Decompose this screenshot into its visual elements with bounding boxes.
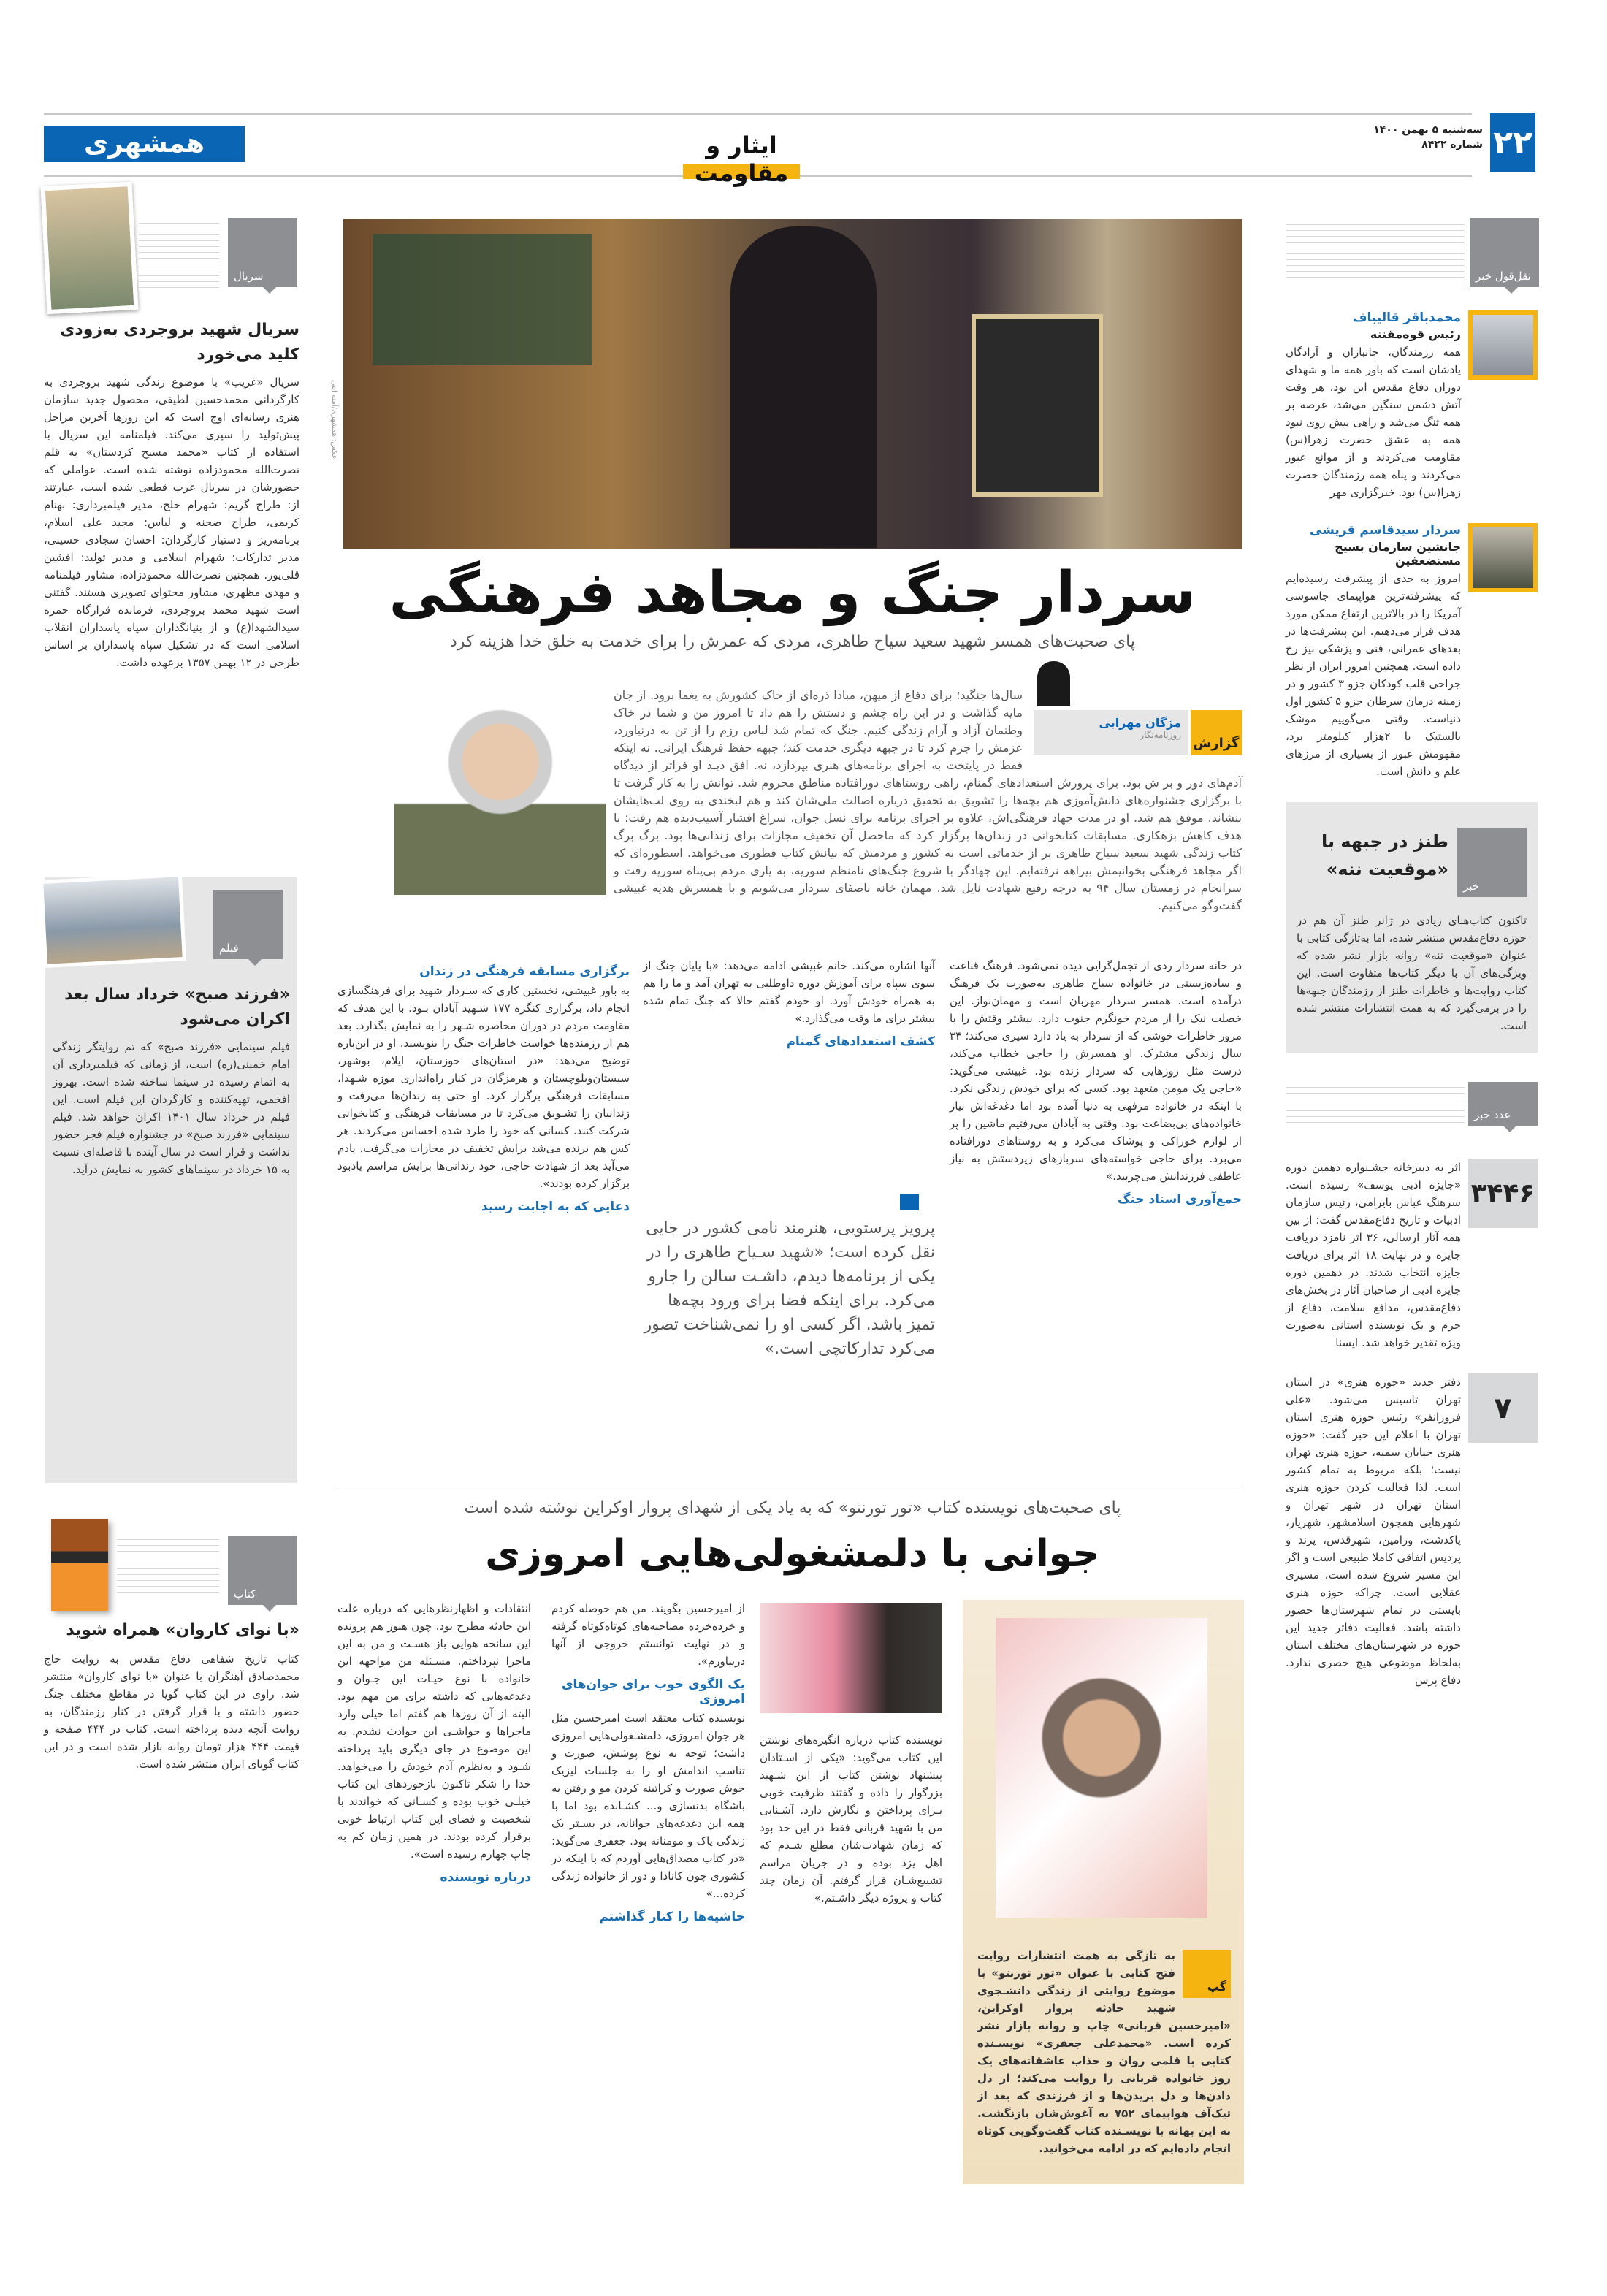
book-tag: کتاب bbox=[228, 1536, 297, 1605]
second-col2: نویسنده کتاب معتقد است امیرحسین مثل هر جوان امروزی، دلمشـغولی‌هایی امروزی داشت؛ توجه به نوع پوشش، صورت و تناسب اندامش او را به جلسات لیزیک جوش صورت و کراتینه کردن مو و رفتن به باشگاه بدنسازی و... کشـانده بود اما با همه این دغدغه‌های جوانانه، در بسـتر یک زندگی پاک و مومنانه بود. جعفری می‌گوید: «در کتاب مصداق‌هایی آوردم که با اینکه در کشوری چون کانادا و دور از خانواده زندگی کرده...» bbox=[551, 1712, 745, 1900]
quote-item bbox=[1286, 523, 1538, 780]
author-name: مژگان مهرابی bbox=[1099, 716, 1181, 730]
author-photo-microphone bbox=[760, 1603, 942, 1713]
pullquote-marker bbox=[900, 1194, 919, 1210]
author-role: روزنامه‌نگار bbox=[1140, 730, 1181, 740]
number-value: ۳۴۴۶ bbox=[1468, 1159, 1538, 1228]
page-number: ۲۲ bbox=[1490, 113, 1535, 172]
quotes-tag: نقل‌قول خبر bbox=[1470, 218, 1539, 287]
news-tag: خبر bbox=[1457, 828, 1527, 897]
second-col2-top: از امیرحسین بگویند. من هم حوصله کردم و خرده‌خرده مصاحبه‌های کوتاه‌کوتاه گرفته و در نهایت توانستم خروجی از آنها دربیاورم». bbox=[551, 1602, 745, 1668]
film-tag: فیلم bbox=[213, 890, 283, 959]
serial-photo bbox=[41, 182, 139, 314]
film-box bbox=[45, 877, 297, 1483]
martyr-photo-flowers bbox=[996, 1618, 1207, 1918]
subheading: کشف استعدادهای گمنام bbox=[786, 1034, 935, 1049]
gap-label: گپ bbox=[1183, 1950, 1231, 1998]
subheading: برگزاری مسابقه فرهنگی در زندان bbox=[419, 964, 630, 979]
newspaper-logo: همشهری bbox=[44, 126, 245, 162]
number-item bbox=[1286, 1159, 1538, 1351]
second-col3: انتقادات و اظهارنظرهایی که درباره علت این حادثه مطرح بود. چون هنوز هم پرونده این سانحه هوایی باز هسـت و من به این ماجرا نپرداختم. مسـئله من مواجهه این خانواده با نوع حیـات این جـوان و دغدغه‌هایی که داشته برای من مهم بود. البته از آن روزها هم گفتم اما خیلی وارد ماجراها و حواشـی این حوادث نشدم. به این موضوع در جای دیگری باید پرداخته شـود و به‌نظرم آدم خودش را می‌خواهد. خدا را شکر تاکنون بازخوردهای این کتاب خیلـی خوب بوده و کسـانی که خواندند با شخصیت و فضای این کتاب ارتباط خوبی برقرار کرده بودند. در همین زمان کم به چاپ چهارم رسیده است». bbox=[337, 1602, 531, 1861]
quote-name: محمدباقر قالیباف bbox=[1352, 310, 1461, 325]
section-title: ایثار و مقاومت bbox=[694, 131, 789, 187]
main-col1: در خانه سردار ردی از تجمل‌گرایی دیده نمی‌شود. فرهنگ قناعت و ساده‌زیستی در خانواده سیاح طاهری به‌صورت یک فرهنگ درآمده است. همسر سردار مهربان است و مهمان‌نواز. این خصلت نیک را از مردم خونگرم جنوب دارد. بیشتر وقتش را با مرور خاطرات خوشی که از سردار به یاد دارد سپری می‌کند؛ ۳۴ سال زندگی مشترک. او همسرش را حاجی خطاب می‌کند، درست مثل روزهایی که سردار زنده بود. غبیشی می‌گوید: «حاجی یک مومن متعهد بود. کسی که برای خودش زندگی نکرد. با اینکه در خانواده مرفهی به دنیا آمده بود اما دغدغه‌اش نیاز خانواده‌های بی‌بضاعت بود. وقتی به آبادان می‌رفتیم ماشین را پر از لوازم خوراکی و پوشاک می‌کرد و به روستاهای دورافتاده می‌برد. برای حاجی خواسته‌های سربازهای زیردستش به نیاز عاطفی فرزندانش می‌چربید.» bbox=[950, 959, 1242, 1183]
main-subheadline: پای صحبت‌های همسر شهید سعید سیاح طاهری، مردی که عمرش را برای خدمت به خلق خدا هزینه کرد bbox=[450, 633, 1135, 651]
book-cover bbox=[51, 1519, 108, 1611]
quote-name: سردار سیدقاسم قریشی bbox=[1309, 523, 1461, 538]
quote-item bbox=[1286, 310, 1538, 501]
main-col3: به باور غبیشی، نخستین کاری که سـردار شهید برای فرهنگسازی انجام داد، برگزاری کنگره ۱۷۷ شـهید آبادان بـود. با این هدف که مقاومت مردم در دوران محاصره شـهر را به نمایش بگذارد. بعد هم از رزمنده‌ها خواست خاطرات جنگ را بنویسند. او در این‌باره توضیح می‌دهد: «در استان‌های خوزستان، ایلام، بوشهر، سیستان‌وبلوچستان و هرمزگان در کنار راه‌اندازی موزه شـهدا، مسابقات فرهنگی برگزار کرد. او حتی به زندان‌ها می‌رفت و زندانیان را تشـویق می‌کرد تا در مسابقات فرهنگی و کتابخوانی شرکت کنند. کسانی که خود را طرد شده احساس می‌کردند. هر کس هم برنده می‌شد برایش تخفیف در مجازات می‌گرفت. یادم می‌آید بعد از شهادت حاجی، خود زندانی‌ها برایش مراسم یادبود برگزار کرده بودند». bbox=[337, 984, 630, 1190]
quote-text: همه رزمندگان، جانبازان و آزادگان یادشان است که باور همه ما و شهدای دوران دفاع مقدس این بود، هر وقت آتش دشمن سنگین می‌شد، عرصه بر همه تنگ می‌شد و راهی پیش روی نبود همه به عشق حضرت زهرا(س) مقاومت می‌کردند و از موانع عبور می‌کردند و پناه همه رزمندگان حضرت زهرا(س) بود. خبرگزاری مهر bbox=[1286, 346, 1461, 499]
second-subheadline: پای صحبت‌های نویسنده کتاب «تور تورنتو» که به یاد یکی از شهدای پرواز اوکراین نوشته شده است bbox=[464, 1499, 1121, 1517]
photo-credit: عکس: همشهری/آمنه ابنی bbox=[330, 380, 338, 459]
byline-label: گزارش bbox=[1191, 710, 1242, 755]
serial-tag: سریال bbox=[228, 218, 297, 287]
quote-role: رئیس قوه‌مقننه bbox=[1370, 327, 1461, 341]
main-col2: آنها اشاره می‌کند. خانم غبیشی ادامه می‌دهد: «با پایان جنگ از سوی سپاه برای آموزش دوره داوطلبی به تهران آمد و ما را هم به همراه خودش آورد. او خودم گفتم حالا که جنگ تمام شده بیشتر برای ما وقت می‌گذارد.» bbox=[643, 959, 935, 1025]
qalibaf-photo bbox=[1468, 310, 1538, 380]
second-intro: به تازگی به همت انتشارات روایت فتح کتابی با عنوان «تور تورنتو» با موضوع روایتی از زندگی دانشـجوی شهید حادثه پرواز اوکراین، «امیرحسین قربانی» چاپ و روانه بازار نشر کرده است. «محمدعلی جعفری» نویسـنده کتابی با قلمی روان و جذاب عاشقانه‌های یک روز خانواده قربانی را روایت می‌کند؛ از دل دادن‌ها و دل بریدن‌ها و از فرزندی که بعد از تیک‌آف هواپیمای ۷۵۲ به آغوش‌شان بازنگشت. به این بهانه با نویسـنده کتاب گفت‌وگویی کوتاه انجام داده‌ایم که در ادامه می‌خوانید. bbox=[977, 1949, 1231, 2155]
main-headline: سردار جنگ و مجاهد فرهنگی bbox=[389, 560, 1196, 626]
quote-role: جانشین سازمان بسیج مستضعفین bbox=[1335, 540, 1461, 568]
number-value: ۷ bbox=[1468, 1373, 1538, 1443]
qoreishi-photo bbox=[1468, 523, 1538, 592]
book-title: «با نوای کاروان» همراه شوید bbox=[66, 1621, 299, 1639]
issue-date: سه‌شنبه ۵ بهمن ۱۴۰۰ bbox=[1373, 124, 1483, 136]
news-title: طنز در جبهه با «موقعیت ننه» bbox=[1321, 831, 1448, 880]
news-box bbox=[1286, 802, 1538, 1053]
pull-quote: پرویز پرستویی، هنرمند نامی کشور در جایی نقل کرده است؛ «شهید سـیاح طاهری را در یکی از برنامه‌ها دیدم، داشـت سالن را جارو می‌کرد. برای اینکه فضا برای ورود بچه‌ها تمیز باشد. اگر کسی او را نمی‌شناخت تصور می‌کرد تدارکاتچی است.» bbox=[644, 1219, 935, 1358]
second-headline: جوانی با دلمشغولی‌هایی امروزی bbox=[485, 1532, 1100, 1576]
main-photo-widow bbox=[343, 219, 1242, 549]
second-col1: نویسنده کتاب درباره انگیزه‌های نوشتن این کتاب می‌گوید: «یکی از اسـتادان پیشنهاد نوشتن کتاب از این شـهید بزرگوار را داده و گفتند ظرفیت خوبی بـرای پرداختن و نگارش دارد. آشـنایی من با شهید قربانی فقط در این حد بود که زمان شهادت‌شان مطلع شـدم که اهل یزد بوده و در جریان مراسم تشییع‌شـان قرار گرفتم. آن زمان چند کتاب و پروژه دیگر داشـتم.» bbox=[760, 1734, 942, 1904]
serial-title: سریال شهید بروجردی به‌زودی کلید می‌خورد bbox=[60, 321, 299, 364]
number-text: دفتر جدید «حوزه هنری» در استان تهران تاسیس می‌شود. «علی فروزانفر» رئیس حوزه هنری استان تهران با اعلام این خبر گفت: «حوزه هنری خیابان سمیه، حوزه هنری تهران نیست؛ بلکه مربوط به تمام کشور است. لذا فعالیت کردن حوزه هنری استان تهران در شهر تهران و شهرهایی همچون اسلامشهر، شهریار، پاکدشت، ورامین، شهرقدس، پرند و پردیس اتفاقی کاملا طبیعی است و اگر این مسیر شروع شده است، مسیری عقلایی است. چراکه حوزه هنری بایستی در تمام شهرستان‌ها حضور داشته باشد. فعالیت دفاتر جدید این حوزه در شهرستان‌های مختلف استان به‌لحاظ موضوعی هیچ حصری ندارد. دفاع پرس bbox=[1286, 1376, 1461, 1687]
number-item bbox=[1286, 1373, 1538, 1689]
news-text: تاکنون کتاب‌هـای زیادی در ژانر طنز آن هم در حوزه دفاع‌مقدس منتشر شده، اما به‌تازگی کتابی با عنوان «موقعیت ننه» روانه بازار نشر شده که ویژگی‌های آن با دیگر کتاب‌ها متفاوت است. این کتاب روایت‌ها و خاطرات طنز از رزمندگان جبهه‌ها را در برمی‌گیرد که به همت انتشارات منتشر شده است. bbox=[1297, 914, 1527, 1032]
serial-text: سریال «غریب» با موضوع زندگی شهید بروجردی به کارگردانی محمدحسین لطیفی، محصول جدید سازمان هنری رسانه‌ای اوج است که این روزها آخرین مراحل پیش‌تولید را سپری می‌کند. فیلمنامه این سریال با استفاده از کتاب «محمد مسیح کردستان» به قلم نصرت‌الله محمودزاده نوشته شده است. عواملی که حضورشان در سریال غرب قطعی شده است، عبارتند از: طراح گریم: شهرام خلج، مدیر فیلمبرداری: بهنام کریمی، طراح صحنه و لباس: مجید علی اسلام، برنامه‌ریز و دستیار کارگردان: احسان سجادی حسینی، مدیر تدارکات: شهرام اسلامی و مدیر تولید: افشین قلی‌پور. همچنین نصرت‌الله محمودزاده، مشاور فیلمنامه و مهدی مظهری، مشاور محتوای تصویری هستند. گفتنی است شهید محمد بروجردی، فرمانده قرارگاه حمزه سیدالشهدا(ع) و از بنیانگذاران سپاه پاسداران انقلاب اسلامی است که در تشکیل سپاه پاسداران بر اساس طرحی در ۱۲ بهمن ۱۳۵۷ برعهده داشت. bbox=[44, 375, 299, 669]
subheading: حاشیه‌ها را کنار گذاشتم bbox=[599, 1910, 745, 1924]
book-text: کتاب تاریخ شفاهی دفاع مقدس به روایت حاج محمدصادق آهنگران با عنوان «با نوای کاروان» منتشر شد. راوی در این کتاب گویا در مقاطع مختلف جنگ حضور داشته و با قرار گرفتن در کنار رزمندگان، به روایت آنچه دیده پرداخته است. کتاب در ۴۴۴ صفحه و قیمت ۴۴۴ هزار تومان روانه بازار شده است و در این کتاب گویای ایران منتشر شده است. bbox=[44, 1652, 299, 1771]
martyr-portrait bbox=[394, 690, 606, 895]
film-photo bbox=[39, 873, 186, 968]
number-text: اثر به دبیرخانه جشـنواره دهمین دوره «جایزه ادبی یوسف» رسیده است. سرهنگ عباس بایرامی، رئیس سازمان ادبیات و تاریخ دفاع‌مقدس گفت: از بین همه آثار ارسالی، ۳۶ اثر نامزد دریافت جایزه و در نهایت ۱۸ اثر برای دریافت جایزه انتخاب شدند. در دهمین دوره جایزه ادبی از صاحبان آثار در بخش‌های دفاع‌مقدس، مدافع سلامت، دفاع از حرم و یک نویسنده استانی به‌صورت ویژه تقدیر خواهد شد. ایسنا bbox=[1286, 1161, 1461, 1349]
subheading: یک الگوی خوب برای جوان‌های امروزی bbox=[561, 1677, 745, 1706]
numbers-tag: عدد خبر bbox=[1468, 1082, 1538, 1126]
film-title: «فرزند صبح» خرداد سال بعد اکران می‌شود bbox=[64, 985, 290, 1029]
issue-number: شماره ۸۴۲۲ bbox=[1421, 139, 1483, 150]
subheading: دعایی که به اجابت رسید bbox=[481, 1200, 630, 1214]
film-text: فیلم سینمایی «فرزند صبح» که تم روایتگر زندگی امام خمینی(ره) است، از زمانی که فیلمبرداری آن به اتمام رسیده در سینما ساخته شده است. بهروز افخمی، تهیه‌کننده و کارگردان این فیلم است. این فیلم در خرداد سال ۱۴۰۱ اکران خواهد شد. فیلم سینمایی «فرزند صبح» در جشنواره فیلم فجر حضور نداشت و قرار است در سال آینده با فاصله‌ای نسبت به ۱۵ خرداد در سینماهای کشور به نمایش درآید. bbox=[53, 1040, 290, 1176]
main-intro: سال‌ها جنگید؛ برای دفاع از میهن، مبادا ذره‌ای از خاک کشورش به یغما برود. از جان مایه گذاشت و در این راه چشم و دستش را هم داد تا امروز من و شما در خاک وطنمان آزاد و آرام زندگی کنیم. جنگ که تمام شد لباس رزم را از تن به درنیاورد، عزمش را جزم کرد تا در جبهه دیگری خدمت کند؛ جبهه حفظ فرهنگ ایرانی. نه اینکه فقط در پایتخت به اجرای برنامه‌های هنری بپردازد، نه. افق دیـد او فراتر از دیدگاه آدم‌های دور و بر ش بود. برای پرورش استعدادهای گمنام، راهی روستاهای دورافتاده مناطق محروم شد. توانش را به کار گرفت تا با برگزاری جشنواره‌های دانش‌آموزی هم بچه‌ها را تشویق به تحقیق درباره اصالت ملی‌شان کند و هم لبخندی به روی لب‌هایشان بنشاند. موفق هم شد. او در مدت جهاد فرهنگی‌اش، علاوه بر اجرای برنامه برای نسل جوان، سراغ اقشار آسیب‌دیده هم رفت؛ با هدف کاهش بزهکاری. مسابقات کتابخوانی در زندان‌ها برگزار کرد که ماحصل آن تخفیف مجازات برای زندانی‌ها بود. برگ برگ کتاب زندگی شهید سعید سیاح طاهری پر از خدماتی است به کشور و مردمش که بیانش کتاب قطوری می‌خواهد. اسطوره‌ای که اگر مجاهد فرهنگی بخوانیمش بیراهه نرفته‌ایم. این جهادگر با شروع جنگ‌های نامنظم سوریه، به یاری مردم بی‌پناه سوریه رفت و سرانجام در زمستان سال ۹۴ به درجه رفیع شهادت نایل شد. مهمان خانه باصفای سردار می‌شویم و با همسرش هدیه غبیشی گفت‌وگو می‌کنیم. bbox=[614, 688, 1242, 912]
gap-box bbox=[963, 1600, 1244, 2184]
quote-text: امروز به حدی از پیشرفت رسیده‌ایم که پیشرفته‌ترین هواپیمای جاسوسی آمریکا را در بالاترین ارتفاع ممکن مورد هدف قرار می‌دهیم. این پیشرفت‌ها در بعدهای عمرانی، فنی و پزشکی نیز رخ داده است. همچنین امروز ایران از نظر جراحی قلب کودکان جزو ۳ کشور و در زمینه درمان سرطان جزو ۵ کشور اول دنیاست. وقتی می‌گوییم موشک بالستیک با ۲هزار کیلومتر برد، مفهومش عبور از بسیاری از مرزهای علم و دانش است. bbox=[1286, 572, 1461, 778]
subheading: جمع‌آوری اسناد جنگ bbox=[1117, 1192, 1242, 1207]
subheading: درباره نویسنده bbox=[440, 1870, 531, 1885]
